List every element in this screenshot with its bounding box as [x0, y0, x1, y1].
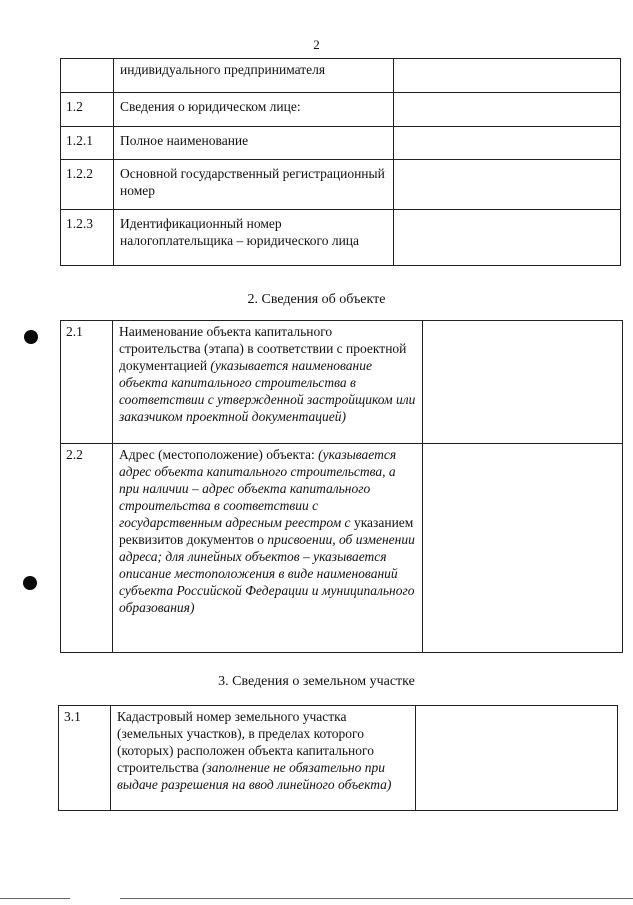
table-row	[59, 706, 618, 811]
table-row	[61, 93, 621, 127]
object-table	[60, 320, 623, 653]
row-label	[113, 444, 423, 653]
row-label: Идентификационный номер налогоплательщика – юридического лица	[114, 210, 394, 266]
row-label: индивидуального предпринимателя	[114, 59, 394, 93]
land-table	[58, 705, 618, 811]
punch-hole	[23, 576, 37, 590]
row-number: 2.1	[61, 321, 113, 444]
row-note: (указывается наименование объекта капитального строительства в соответствии с утвержденной застройщиком или заказчиком проектной документацией)	[119, 358, 416, 424]
row-label-text: Адрес (местоположение) объекта:	[119, 447, 315, 462]
row-number: 1.2.2	[61, 160, 114, 210]
row-number: 1.2.1	[61, 127, 114, 160]
table-row	[61, 321, 623, 444]
row-number: 1.2	[61, 93, 114, 127]
row-label	[113, 321, 423, 444]
row-value[interactable]	[394, 59, 621, 93]
row-note-2: присвоении, об изменении адреса; для линейных объектов – указывается описание местоположения в виде наименований субъекта Российской Федерации и муниципального образования)	[119, 532, 415, 615]
row-value[interactable]	[394, 127, 621, 160]
row-number: 2.2	[61, 444, 113, 653]
row-value[interactable]	[394, 160, 621, 210]
row-value[interactable]	[394, 93, 621, 127]
applicant-table	[60, 58, 621, 266]
row-number: 3.1	[59, 706, 111, 811]
scan-edge-line	[0, 898, 70, 899]
row-label: Сведения о юридическом лице:	[114, 93, 394, 127]
scan-edge-line	[120, 898, 633, 899]
row-label-text: Кадастровый номер земельного участка (земельных участков), в пределах которого (которых) расположен объекта капитального строительства	[117, 709, 374, 775]
row-number	[61, 59, 114, 93]
table-row	[61, 127, 621, 160]
row-note: (заполнение не обязательно при выдаче разрешения на ввод линейного объекта)	[117, 760, 392, 792]
table-row	[61, 210, 621, 266]
row-value[interactable]	[423, 444, 623, 653]
table-row	[61, 59, 621, 93]
row-label	[111, 706, 416, 811]
section-3-title: 3. Сведения о земельном участке	[218, 674, 415, 689]
row-value[interactable]	[416, 706, 618, 811]
row-label-text-2: указанием реквизитов документов о	[119, 515, 414, 547]
row-note: (указывается адрес объекта капитального строительства, а при наличии – адрес объекта капитального строительства в соответствии с государственным адресным реестром с	[119, 447, 397, 530]
row-label: Основной государственный регистрационный номер	[114, 160, 394, 210]
row-value[interactable]	[394, 210, 621, 266]
page-number: 2	[313, 37, 320, 52]
row-number: 1.2.3	[61, 210, 114, 266]
section-2-title: 2. Сведения об объекте	[247, 292, 386, 307]
table-row	[61, 444, 623, 653]
row-label: Полное наименование	[114, 127, 394, 160]
table-row	[61, 160, 621, 210]
punch-hole	[24, 330, 38, 344]
row-value[interactable]	[423, 321, 623, 444]
row-label-text: Наименование объекта капитального строительства (этапа) в соответствии с проектной документацией	[119, 324, 407, 373]
